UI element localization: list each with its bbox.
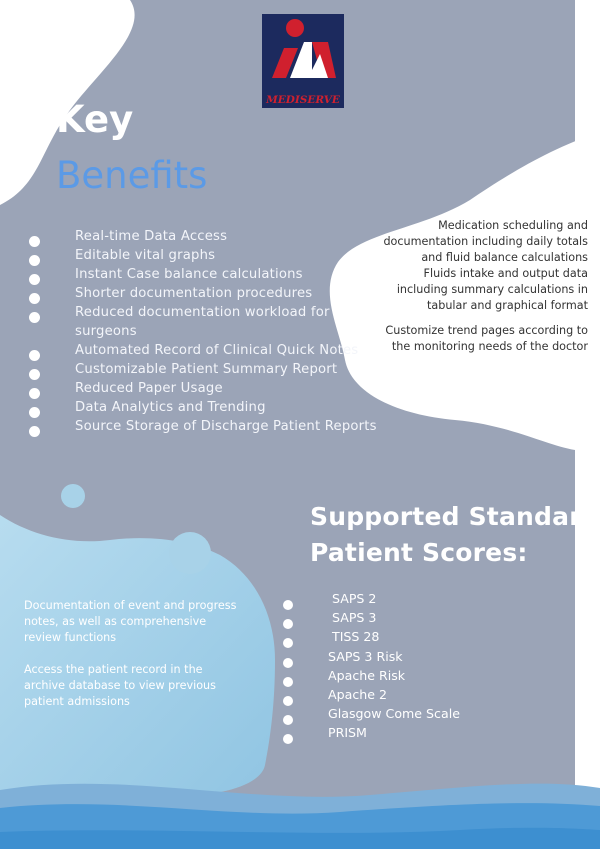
- benefit-text: Reduced Paper Usage: [75, 381, 223, 396]
- list-item: [283, 685, 543, 704]
- logo-wordmark: MEDISERVE: [266, 94, 340, 106]
- note-trend-pages: Customize trend pages according to the monitoring needs of the doctor: [385, 324, 588, 353]
- score-text: Apache Risk: [328, 667, 406, 683]
- scores-list: [283, 589, 543, 743]
- benefit-text: Reduced documentation workload for surgeons: [75, 305, 330, 339]
- score-text: SAPS 3: [332, 610, 377, 626]
- list-item: [29, 360, 379, 379]
- score-text: SAPS 2: [332, 591, 377, 606]
- benefit-text: Editable vital graphs: [75, 248, 216, 263]
- list-item: [29, 246, 379, 265]
- list-item: [29, 341, 379, 360]
- list-item: [29, 379, 379, 398]
- benefit-text: Source Storage of Discharge Patient Reports: [75, 419, 377, 434]
- list-item: [29, 398, 379, 417]
- list-item: [29, 303, 379, 341]
- list-item: [283, 647, 543, 666]
- list-item: [283, 723, 543, 742]
- list-item: [283, 627, 543, 646]
- benefit-text: Automated Record of Clinical Quick Notes: [75, 343, 359, 358]
- list-item: [29, 265, 379, 284]
- mediserve-logo: [262, 14, 344, 108]
- benefit-text: Real-time Data Access: [75, 229, 228, 244]
- benefit-text: Instant Case balance calculations: [75, 267, 303, 282]
- list-item: [29, 227, 379, 246]
- benefit-text: Data Analytics and Trending: [75, 400, 266, 415]
- note-fluids-intake: Fluids intake and output data including summary calculations in tabular and graphical format: [396, 267, 588, 312]
- score-text: SAPS 3 Risk: [328, 648, 403, 664]
- benefit-text: Customizable Patient Summary Report: [75, 362, 338, 377]
- list-item: [283, 704, 543, 723]
- list-item: [283, 666, 543, 685]
- list-item: [283, 608, 543, 627]
- small-bubble: [61, 484, 85, 508]
- score-text: TISS 28: [332, 629, 380, 645]
- list-item: [283, 589, 543, 608]
- note-archive-access: Access the patient record in the archive database to view previous patient admissions: [24, 663, 216, 708]
- score-text: Glasgow Come Scale: [328, 706, 460, 722]
- medium-bubble: [169, 532, 211, 574]
- heading-key: Key: [56, 98, 134, 141]
- benefit-text: Shorter documentation procedures: [75, 286, 313, 301]
- list-item: [29, 417, 379, 436]
- note-event-documentation: Documentation of event and progress notes, as well as comprehensive review functions: [24, 599, 237, 644]
- heading-benefits: Benefits: [56, 154, 208, 197]
- score-text: Apache 2: [328, 687, 387, 703]
- note-medication-scheduling: Medication scheduling and documentation including daily totals and fluid balance calculations: [383, 219, 588, 264]
- bullet-icon: [29, 312, 40, 323]
- bullet-icon: [29, 426, 40, 437]
- score-text: PRISM: [328, 725, 367, 741]
- list-item: [29, 284, 379, 303]
- scores-heading: Supported Standard Patient Scores:: [310, 502, 600, 567]
- benefits-list: [29, 227, 379, 436]
